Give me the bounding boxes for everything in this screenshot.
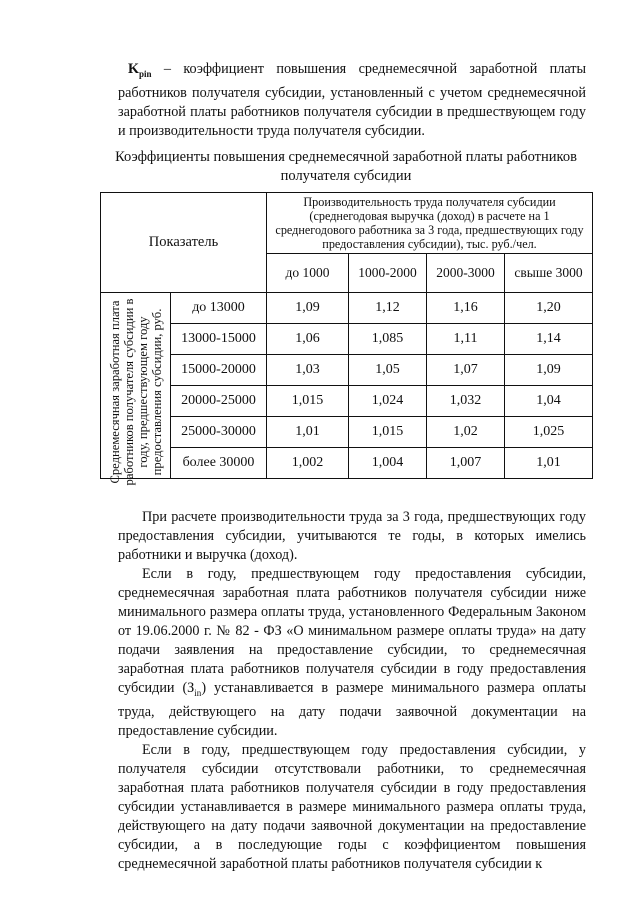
column-header: 1000-2000 (349, 254, 427, 293)
table-cell: 1,01 (267, 417, 349, 448)
intro-paragraph (118, 60, 586, 141)
table-cell: 1,16 (427, 293, 505, 324)
coefficient-table (100, 192, 593, 486)
column-header: свыше 3000 (505, 254, 593, 293)
table-row (101, 417, 593, 448)
table-cell: 1,002 (267, 448, 349, 479)
table-cell: 1,12 (349, 293, 427, 324)
table-cell: 1,007 (427, 448, 505, 479)
table-cell: 1,004 (349, 448, 427, 479)
table-cell: 1,024 (349, 386, 427, 417)
indicator-header: Показатель (101, 193, 267, 293)
row-label: 13000-15000 (171, 324, 267, 355)
paragraph-min-wage: Если в году, предшествующем году предоставления субсидии, среднемесячная заработная плата работников получателя субсидии ниже минимального размера оплаты труда, установленного Федеральным Законом от 19.06.2000 г. № 82 - ФЗ «О минимальном размере оплаты труда» на дату подачи заявления на предоставление субсидии, то среднемесячная заработная плата работников получателя субсидии в году предоставления субсидии $(З_{in})$ устанавливается в размере минимального размера оплаты труда, действующего на дату подачи заявочной документации на предоставление субсидии. (118, 566, 586, 739)
table-cell: 1,02 (427, 417, 505, 448)
table-cell: 1,015 (267, 386, 349, 417)
table-cell: 1,03 (267, 355, 349, 386)
table-cell: 1,14 (505, 324, 593, 355)
table-title: Коэффициенты повышения среднемесячной заработной платы работников получателя субсидии (115, 149, 577, 184)
column-header: до 1000 (267, 254, 349, 293)
table-row (101, 448, 593, 479)
row-group-label-cell (101, 293, 171, 486)
table-cell: 1,05 (349, 355, 427, 386)
table-cell: 1,015 (349, 417, 427, 448)
table-row (101, 355, 593, 386)
intro-text: – коэффициент повышения среднемесячной заработной платы работников получателя субсидии, установленный с учетом среднемесячной заработной платы работников получателя субсидии в предшествующем году и производительности труда получателя субсидии. (118, 61, 586, 139)
productivity-header: Производительность труда получателя субсидии (среднегодовая выручка (доход) в расчете на 1 среднегодового работника за 3 года, предшествующих году предоставления субсидии), тыс. руб./чел. (267, 193, 593, 254)
table-cell: 1,20 (505, 293, 593, 324)
table-cell: 1,01 (505, 448, 593, 479)
row-label: более 30000 (171, 448, 267, 479)
paragraph-productivity: При расчете производительности труда за 3 года, предшествующих году предоставления субсидии, учитываются те годы, в которых имелись работники и выручка (доход). (118, 509, 586, 563)
table-cell: 1,11 (427, 324, 505, 355)
row-label: до 13000 (171, 293, 267, 324)
body-text (118, 508, 586, 874)
row-label: 15000-20000 (171, 355, 267, 386)
coefficient-symbol: $K_{pin}$ (128, 61, 152, 79)
table-row (101, 324, 593, 355)
table-cell: 1,085 (349, 324, 427, 355)
table-cell: 1,09 (505, 355, 593, 386)
table-cell: 1,04 (505, 386, 593, 417)
table-cell: 1,025 (505, 417, 593, 448)
table-cell: 1,032 (427, 386, 505, 417)
table-cell: 1,09 (267, 293, 349, 324)
row-label: 20000-25000 (171, 386, 267, 417)
row-label: 25000-30000 (171, 417, 267, 448)
column-header: 2000-3000 (427, 254, 505, 293)
row-group-label: Среднемесячная заработная плата работников получателя субсидии в году, предшествующем году предоставления субсидии, руб. (108, 298, 164, 486)
table-row (101, 293, 593, 324)
table-cell: 1,07 (427, 355, 505, 386)
paragraph-no-workers: Если в году, предшествующем году предоставления субсидии, у получателя субсидии отсутствовали работники, то среднемесячная заработная плата работников получателя субсидии в году предоставления субсидии устанавливается в размере минимального размера оплаты труда, действующего на дату подачи заявочной документации на предоставление субсидии, а в последующие годы с коэффициентом повышения среднемесячной заработной платы работников получателя субсидии к (118, 741, 586, 872)
table-row (101, 386, 593, 417)
table-cell: 1,06 (267, 324, 349, 355)
